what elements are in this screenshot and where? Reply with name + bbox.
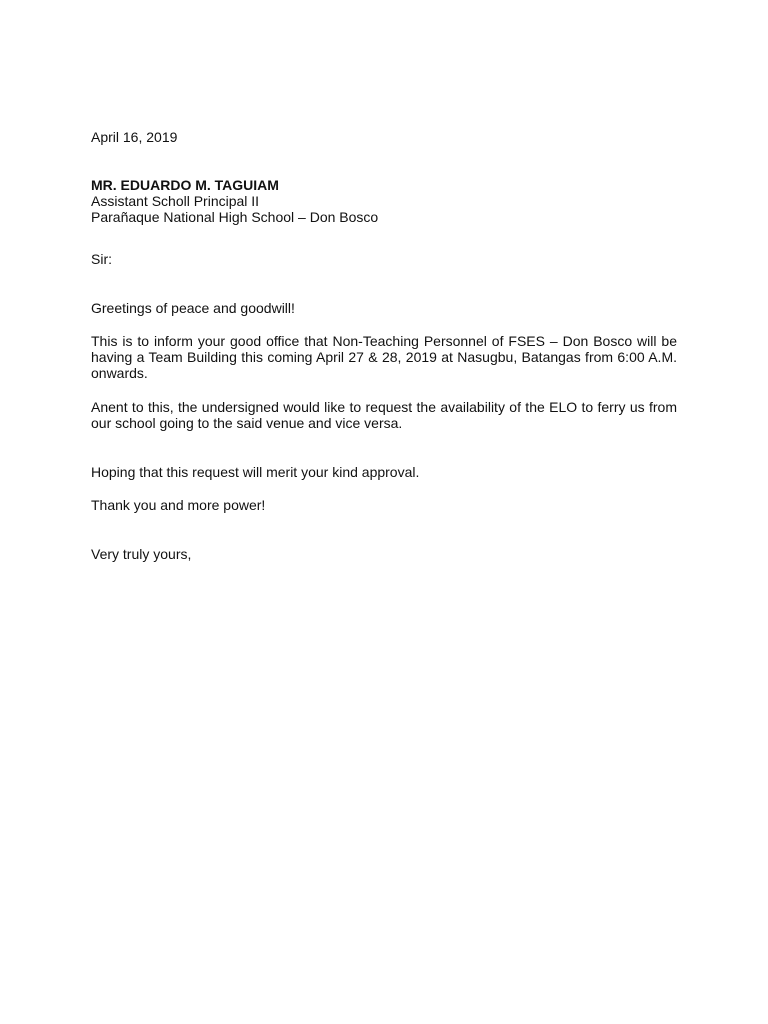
body-paragraph: This is to inform your good office that Non-Teaching Personnel of FSES – Don Bosco will be having a Team Building this coming April 27 & 28, 2019 at Nasugbu, Batangas from 6:00 A.M. onwards. [91,333,677,381]
salutation: Sir: [91,251,112,267]
letter-date: April 16, 2019 [91,129,178,145]
closing-line: Thank you and more power! [91,497,266,513]
greeting: Greetings of peace and goodwill! [91,300,295,316]
recipient-organization: Parañaque National High School – Don Bosco [91,209,379,225]
body-paragraph: Anent to this, the undersigned would like to request the availability of the ELO to ferry us from our school going to the said venue and vice versa. [91,399,677,431]
recipient-block [91,177,677,225]
recipient-name: MR. EDUARDO M. TAGUIAM [91,177,279,193]
sign-off: Very truly yours, [91,546,192,562]
recipient-title: Assistant Scholl Principal II [91,193,260,209]
closing-line: Hoping that this request will merit your kind approval. [91,464,420,480]
